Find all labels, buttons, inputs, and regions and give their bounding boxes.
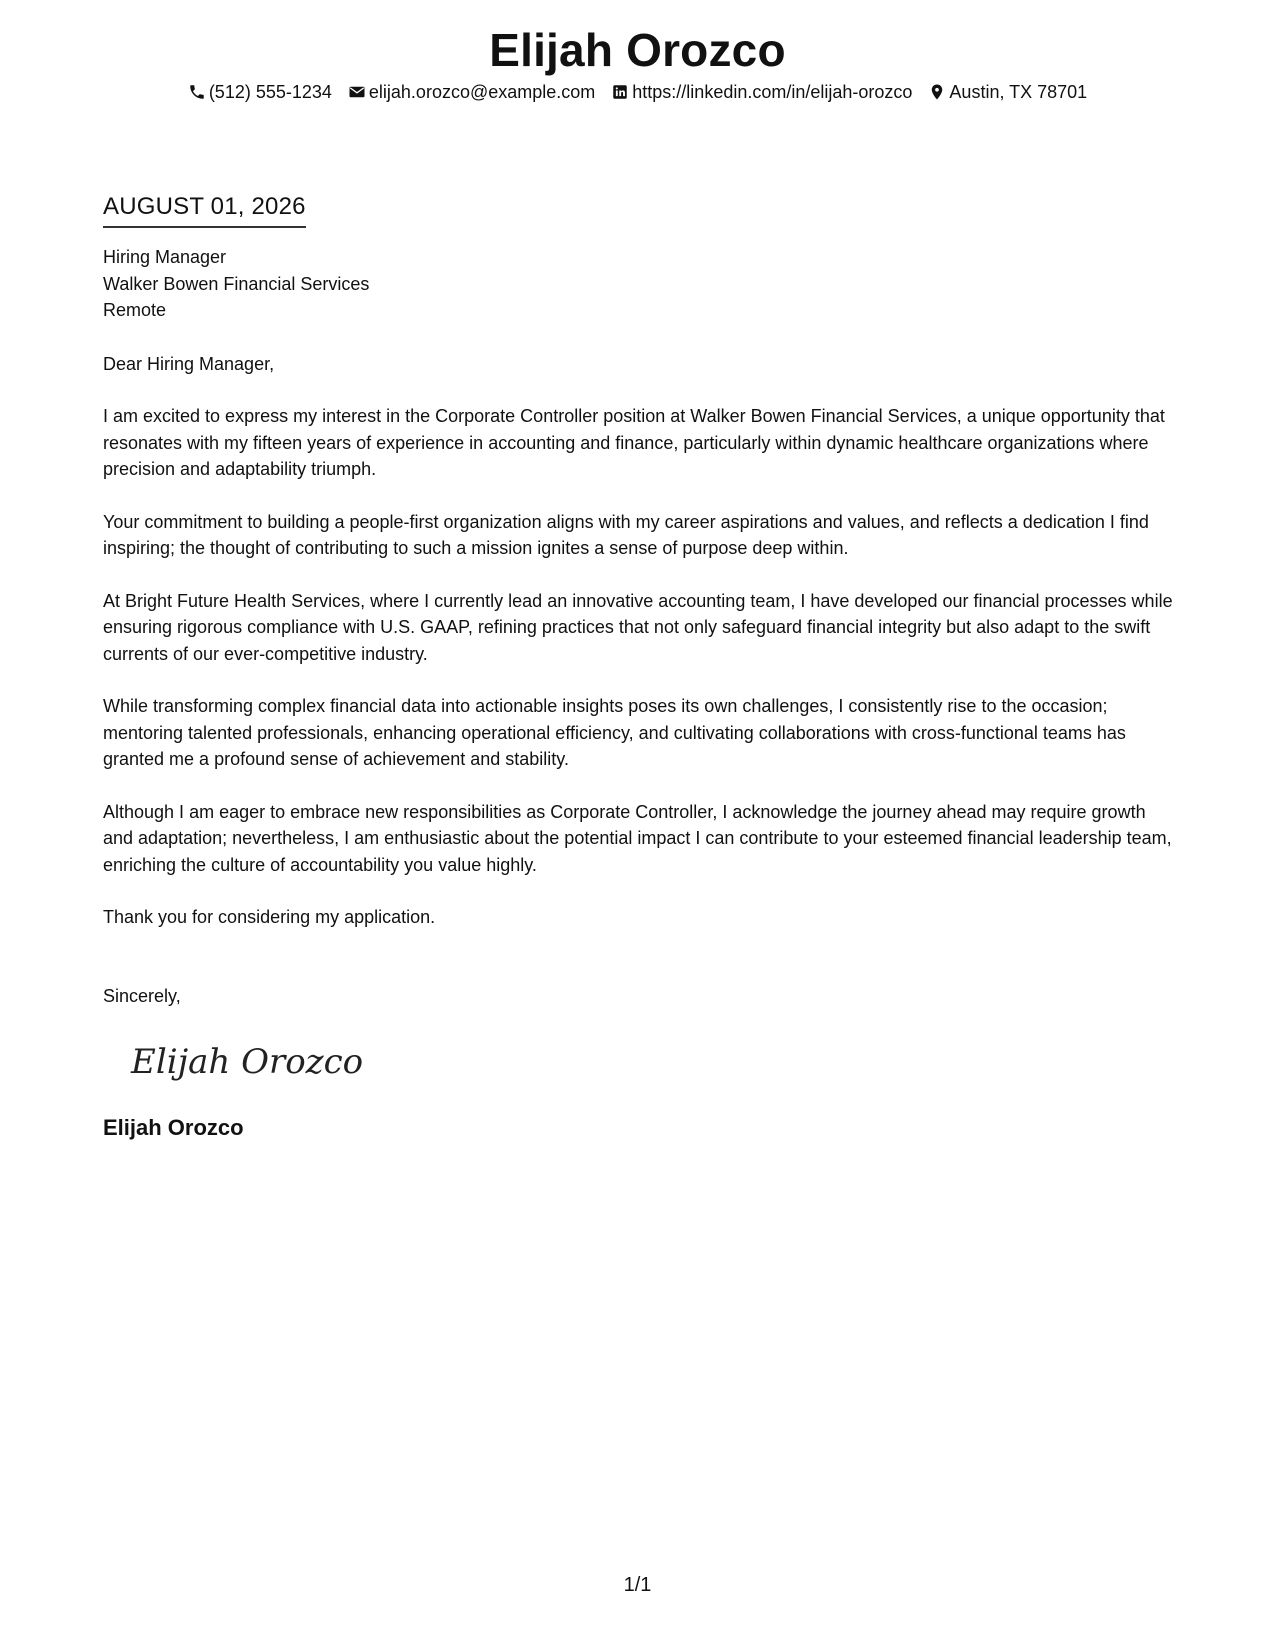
- paragraph: Your commitment to building a people-first organization aligns with my career aspirations and values, and reflects a dedication I find inspiring; the thought of contributing to such a mission ignites a sense of purpose deep within.: [103, 511, 1149, 558]
- recipient-title: Hiring Manager: [103, 247, 227, 267]
- letter-body: [103, 190, 1178, 1143]
- recipient-block: [103, 244, 1178, 324]
- contact-phone: [188, 80, 332, 104]
- paragraph: At Bright Future Health Services, where I currently lead an innovative accounting team, I have developed our financial processes while ensuring rigorous compliance with U.S. GAAP, refining practices that not only safeguard financial integrity but also adapt to the swift currents of our ever-competitive industry.: [103, 590, 1173, 664]
- greeting: Dear Hiring Manager,: [103, 353, 275, 374]
- envelope-icon: [348, 83, 366, 101]
- contact-row: [0, 80, 1275, 104]
- signed-name: Elijah Orozco: [103, 1115, 244, 1140]
- letter-date: AUGUST 01, 2026: [103, 190, 306, 228]
- closing: Sincerely,: [103, 985, 181, 1006]
- linkedin-link[interactable]: https://linkedin.com/in/elijah-orozco: [632, 82, 913, 102]
- paragraph: While transforming complex financial data into actionable insights poses its own challenges, I consistently rise to the occasion; mentoring talented professionals, enhancing operational efficiency, and cultivating collaborations with cross-functional teams has granted me a profound sense of achievement and stability.: [103, 696, 1126, 769]
- svg-text:Elijah Orozco: Elijah Orozco: [131, 1042, 364, 1082]
- location-text: Austin, TX 78701: [949, 82, 1088, 102]
- signature-image: [129, 1033, 1178, 1089]
- contact-location: [928, 80, 1087, 104]
- phone-icon: [188, 83, 206, 101]
- header-name: Elijah Orozco: [489, 24, 786, 76]
- contact-email: [348, 80, 595, 104]
- email-link[interactable]: elijah.orozco@example.com: [368, 82, 596, 102]
- phone-text: (512) 555-1234: [208, 82, 332, 102]
- contact-linkedin: [611, 80, 912, 104]
- map-pin-icon: [928, 83, 946, 101]
- page-number: 1/1: [623, 1574, 652, 1596]
- linkedin-icon: [611, 83, 629, 101]
- recipient-location: Remote: [103, 300, 167, 320]
- paragraph: I am excited to express my interest in the Corporate Controller position at Walker Bowen Financial Services, a unique opportunity that resonates with my fifteen years of experience in accounting and finance, particularly within dynamic healthcare organizations where precision and adaptability triumph.: [103, 406, 1165, 479]
- thank-you-line: Thank you for considering my application.: [103, 907, 436, 927]
- recipient-company: Walker Bowen Financial Services: [103, 273, 370, 294]
- paragraph: Although I am eager to embrace new responsibilities as Corporate Controller, I acknowledge the journey ahead may require growth and adaptation; nevertheless, I am enthusiastic about the potential impact I can contribute to your esteemed financial leadership team, enriching the culture of accountability you value highly.: [103, 801, 1172, 875]
